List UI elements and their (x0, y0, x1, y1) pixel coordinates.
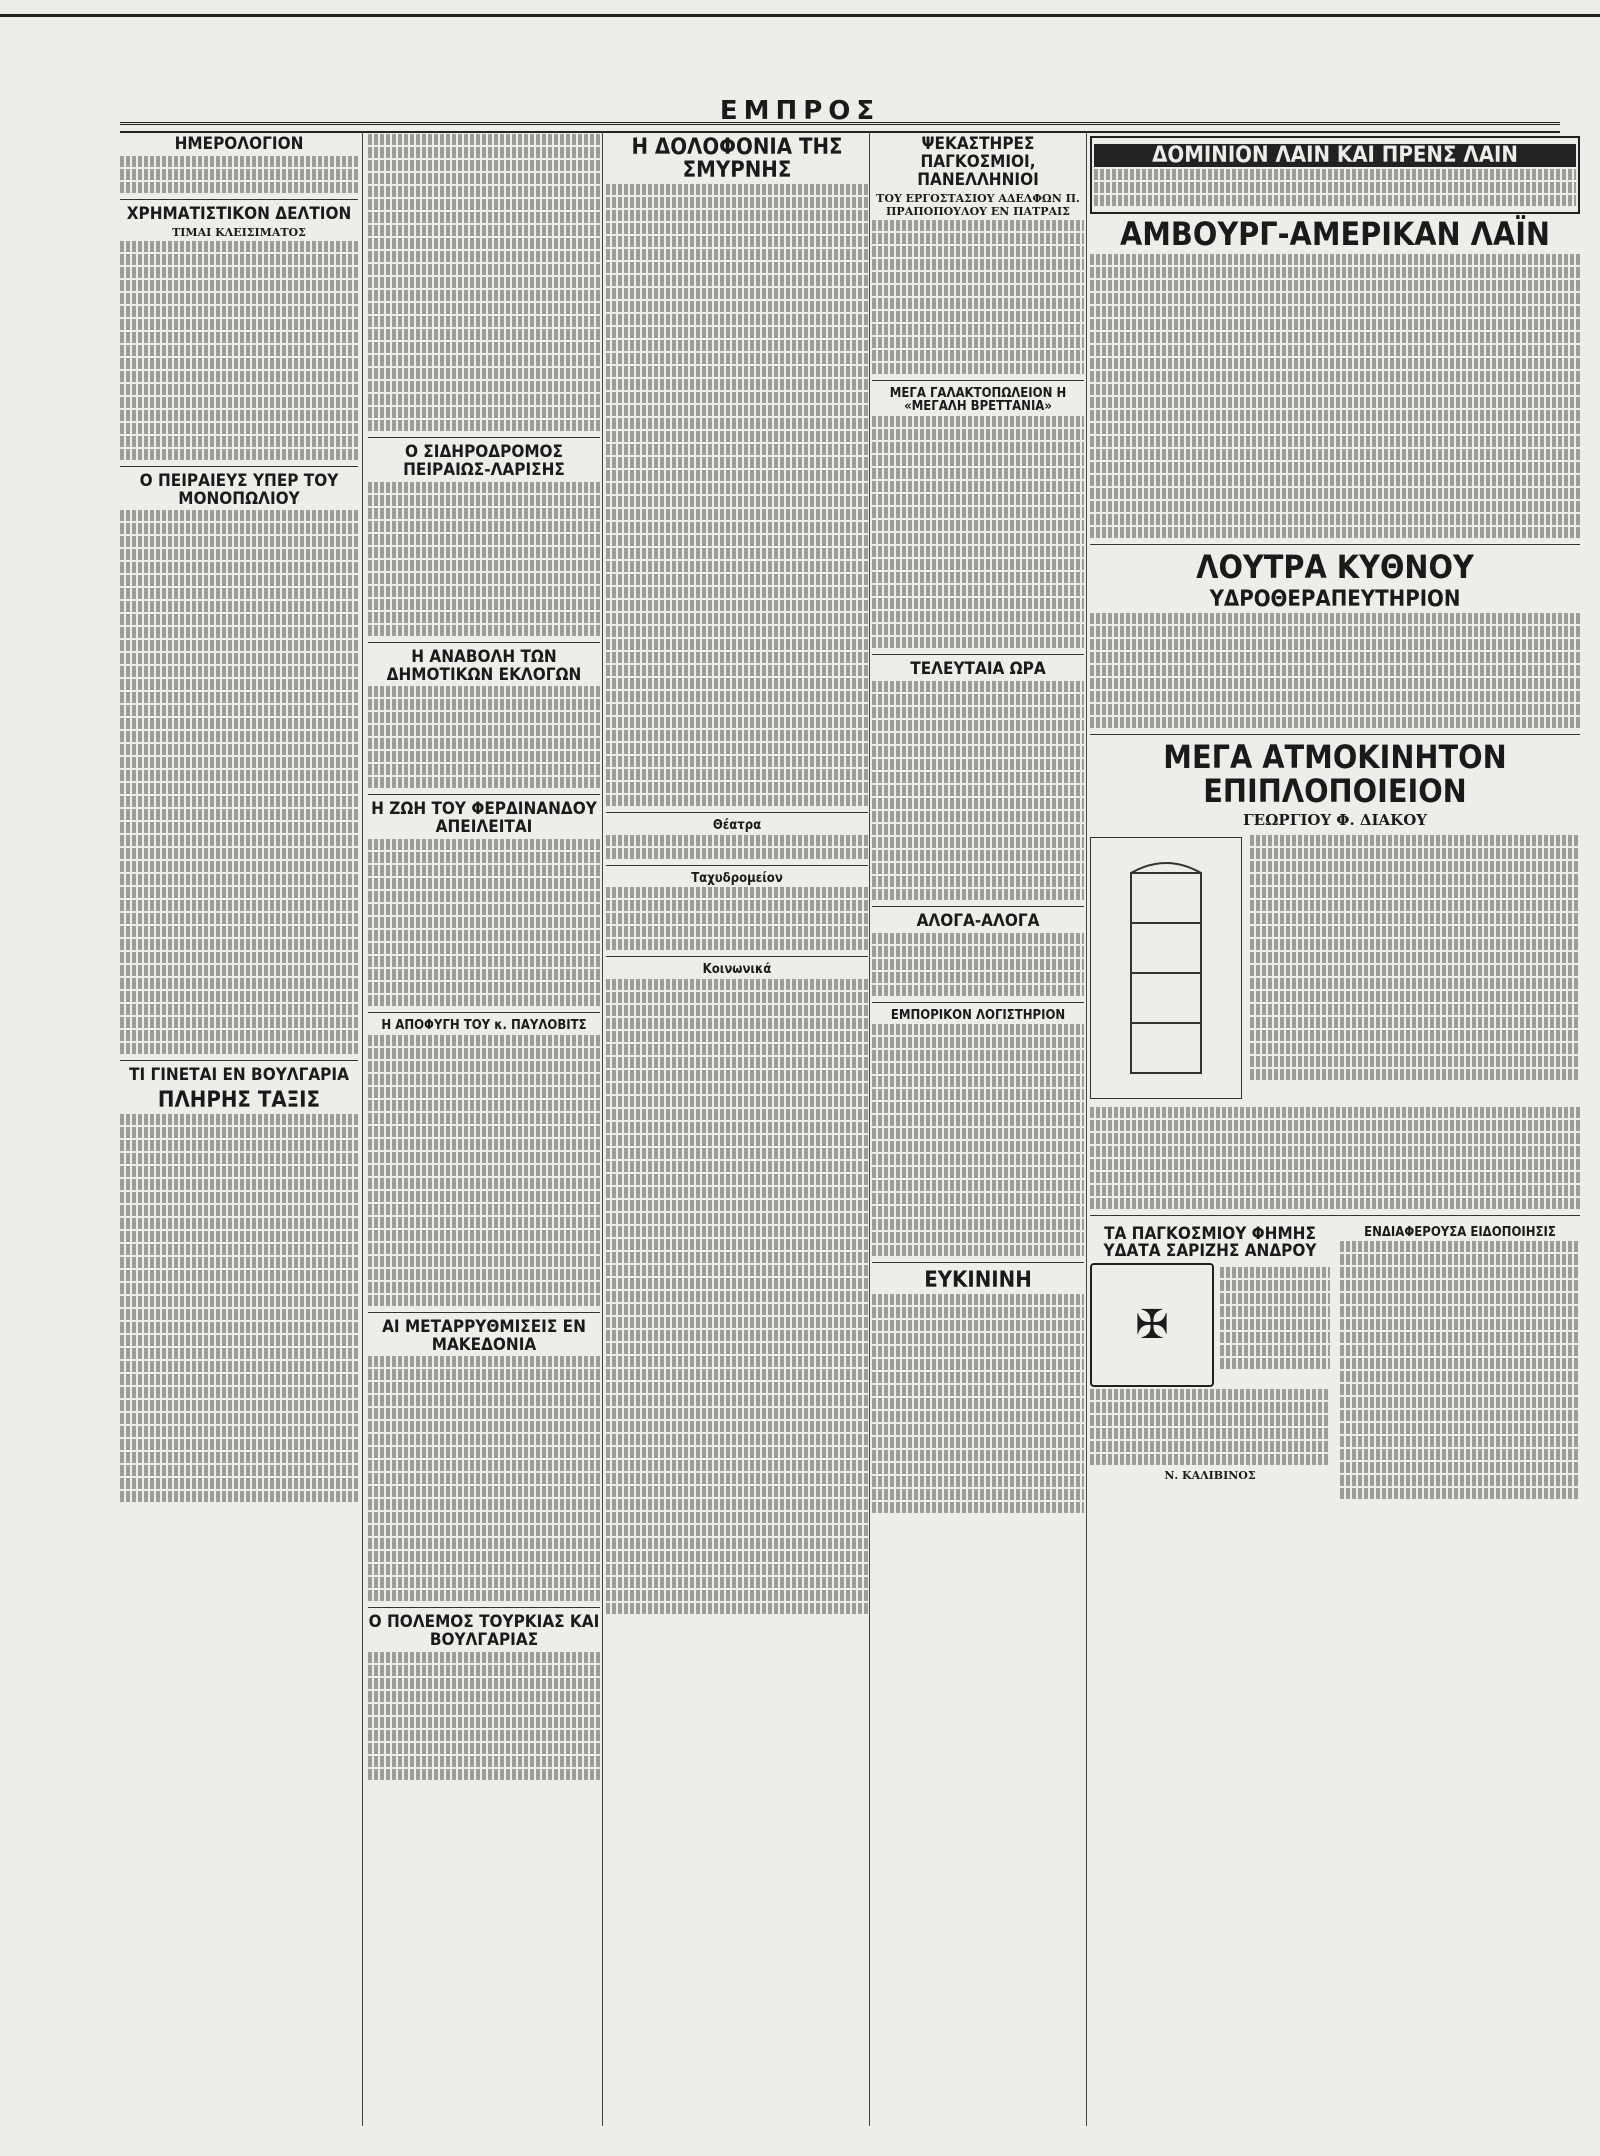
headline-pavlovic: Η ΑΠΟΦΥΓΗ ΤΟΥ κ. ΠΑΥΛΟΒΙΤΣ (381, 1018, 587, 1034)
ad-body (1090, 1389, 1330, 1465)
ad-body (1090, 613, 1580, 728)
ad-body (1094, 169, 1576, 206)
headline-elections: Η ΑΝΑΒΟΛΗ ΤΩΝ ΔΗΜΟΤΙΚΩΝ ΕΚΛΟΓΩΝ (386, 646, 582, 685)
article-body (606, 979, 868, 1614)
ad-dominion-line (1090, 136, 1580, 214)
ad-body (872, 933, 1084, 996)
ad-body (872, 220, 1084, 374)
headline-piraeus-monopoly: Ο ΠΕΙΡΑΙΕΥΣ ΥΠΕΡ ΤΟΥ ΜΟΝΟΠΩΛΙΟΥ (139, 470, 339, 509)
headline-ferdinand: Η ΖΩΗ ΤΟΥ ΦΕΡΔΙΝΑΝΔΟΥ ΑΠΕΙΛΕΙΤΑΙ (371, 799, 597, 838)
headline-calendar: ΗΜΕΡΟΛΟΓΙΟΝ (174, 134, 304, 154)
headline-full-order: ΠΛΗΡΗΣ ΤΑΞΙΣ (157, 1088, 321, 1114)
subhead-hydrotherapy: ΥΔΡΟΘΕΡΑΠΕΥΤΗΡΙΟΝ (1209, 587, 1461, 613)
headline-sarizi-waters: ΤΑ ΠΑΓΚΟΣΜΙΟΥ ΦΗΜΗΣ ΥΔΑΤΑ ΣΑΡΙΖΗΣ ΑΝΔΡΟΥ (1103, 1223, 1317, 1262)
article-body (120, 156, 358, 193)
article-body (606, 184, 868, 806)
column-3 (606, 132, 868, 2126)
ad-body (1340, 1241, 1580, 1499)
headline-sprayers: ΨΕΚΑΣΤΗΡΕΣ ΠΑΓΚΟΣΜΙΟΙ, ΠΑΝΕΛΛΗΝΙΟΙ (917, 134, 1039, 190)
top-rule (0, 14, 1600, 17)
article-body (368, 686, 600, 788)
headline-kythnos-baths: ΛΟΥΤΡΑ ΚΥΘΝΟΥ (1196, 547, 1474, 586)
headline-dominion-line: ΔΟΜΙΝΙΟΝ ΛΑΪΝ ΚΑΙ ΠΡΕΝΣ ΛΑΪΝ (1094, 144, 1576, 167)
column-divider (362, 132, 363, 2126)
article-body (368, 839, 600, 1006)
article-body (606, 887, 868, 950)
furniture-illustration (1090, 837, 1242, 1099)
column-1 (120, 132, 358, 2126)
price-table (120, 241, 358, 460)
article-body (368, 1356, 600, 1601)
headline-smyrna-murder: Η ΔΟΛΟΦΟΝΙΑ ΤΗΣ ΣΜΥΡΝΗΣ (631, 135, 843, 184)
ad-body (1090, 1107, 1580, 1209)
article-body (606, 835, 868, 859)
headline-macedonia-reforms: ΑΙ ΜΕΤΑΡΡΥΘΜΙΣΕΙΣ ΕΝ ΜΑΚΕΔΟΝΙΑ (382, 1316, 586, 1355)
headline-hamburg-american: ΑΜΒΟΥΡΓ-ΑΜΕΡΙΚΑΝ ΛΑΪΝ (1119, 215, 1551, 254)
signature: Ν. ΚΑΛΙΒΙΝΟΣ (1164, 1469, 1256, 1483)
headline-dairy: ΜΕΓΑ ΓΑΛΑΚΤΟΠΩΛΕΙΟΝ Η «ΜΕΓΑΛΗ ΒΡΕΤΤΑΝΙΑ» (889, 385, 1067, 415)
ad-sarizi-waters (1090, 1222, 1330, 1504)
subhead-closing-prices: ΤΙΜΑΙ ΚΛΕΙΣΙΜΑΤΟΣ (172, 225, 306, 239)
headline-theatres: Θέατρα (712, 818, 762, 834)
headline-railway: Ο ΣΙΔΗΡΟΔΡΟΜΟΣ ΠΕΙΡΑΙΩΣ-ΛΑΡΙΣΗΣ (403, 442, 565, 480)
article-body (120, 1114, 358, 1502)
article-body (120, 510, 358, 1054)
subhead-factory: ΤΟΥ ΕΡΓΟΣΤΑΣΙΟΥ ΑΔΕΛΦΩΝ Π. ΠΡΑΠΟΠΟΥΛΟΥ ΕΝ ΠΑΤΡΑΙΣ (876, 191, 1080, 218)
headline-post: Ταχυδρομείον (691, 870, 783, 886)
article-body (368, 482, 600, 636)
ad-body (872, 1294, 1084, 1513)
subhead-diakos: ΓΕΩΡΓΙΟΥ Φ. ΔΙΑΚΟΥ (1243, 810, 1427, 829)
headline-notice: ΕΝΔΙΑΦΕΡΟΥΣΑ ΕΙΔΟΠΟΙΗΣΙΣ (1364, 1224, 1556, 1240)
column-divider (1086, 132, 1087, 2126)
headline-horses: ΑΛΟΓΑ-ΑΛΟΓΑ (916, 910, 1040, 931)
headline-bulgaria: ΤΙ ΓΙΝΕΤΑΙ ΕΝ ΒΟΥΛΓΑΡΙΑ (129, 1065, 349, 1086)
headline-accounting-office: ΕΜΠΟΡΙΚΟΝ ΛΟΓΙΣΤΗΡΙΟΝ (890, 1007, 1066, 1023)
schedule-table (1090, 254, 1580, 538)
column-divider (869, 132, 870, 2126)
ad-notice (1340, 1222, 1580, 1504)
headline-furniture-works: ΜΕΓΑ ΑΤΜΟΚΙΝΗΤΟΝ ΕΠΙΠΛΟΠΟΙΕΙΟΝ (1163, 738, 1507, 810)
headline-last-hour: ΤΕΛΕΥΤΑΙΑ ΩΡΑ (910, 658, 1046, 679)
headline-stock-bulletin: ΧΡΗΜΑΤΙΣΤΙΚΟΝ ΔΕΛΤΙΟΝ (126, 203, 352, 224)
article-body (368, 134, 600, 431)
etagere-drawing (1111, 853, 1221, 1083)
ad-body (872, 1024, 1084, 1256)
seal-icon: ✠ (1090, 1263, 1214, 1387)
article-body (368, 1035, 600, 1306)
ad-body (1220, 1265, 1330, 1383)
headline-social: Κοινωνικά (702, 962, 772, 978)
masthead: ΕΜΠΡΟΣ (719, 96, 881, 126)
column-divider (602, 132, 603, 2126)
column-4 (872, 132, 1084, 2126)
headline-war: Ο ΠΟΛΕΜΟΣ ΤΟΥΡΚΙΑΣ ΚΑΙ ΒΟΥΛΓΑΡΙΑΣ (368, 1612, 600, 1651)
column-5 (1090, 132, 1580, 2126)
article-body (872, 681, 1084, 900)
ad-body (1250, 833, 1580, 1101)
article-body (368, 1652, 600, 1780)
column-2 (368, 132, 600, 2126)
ad-body (872, 416, 1084, 648)
headline-eukinine: ΕΥΚΙΝΙΝΗ (924, 1268, 1032, 1294)
